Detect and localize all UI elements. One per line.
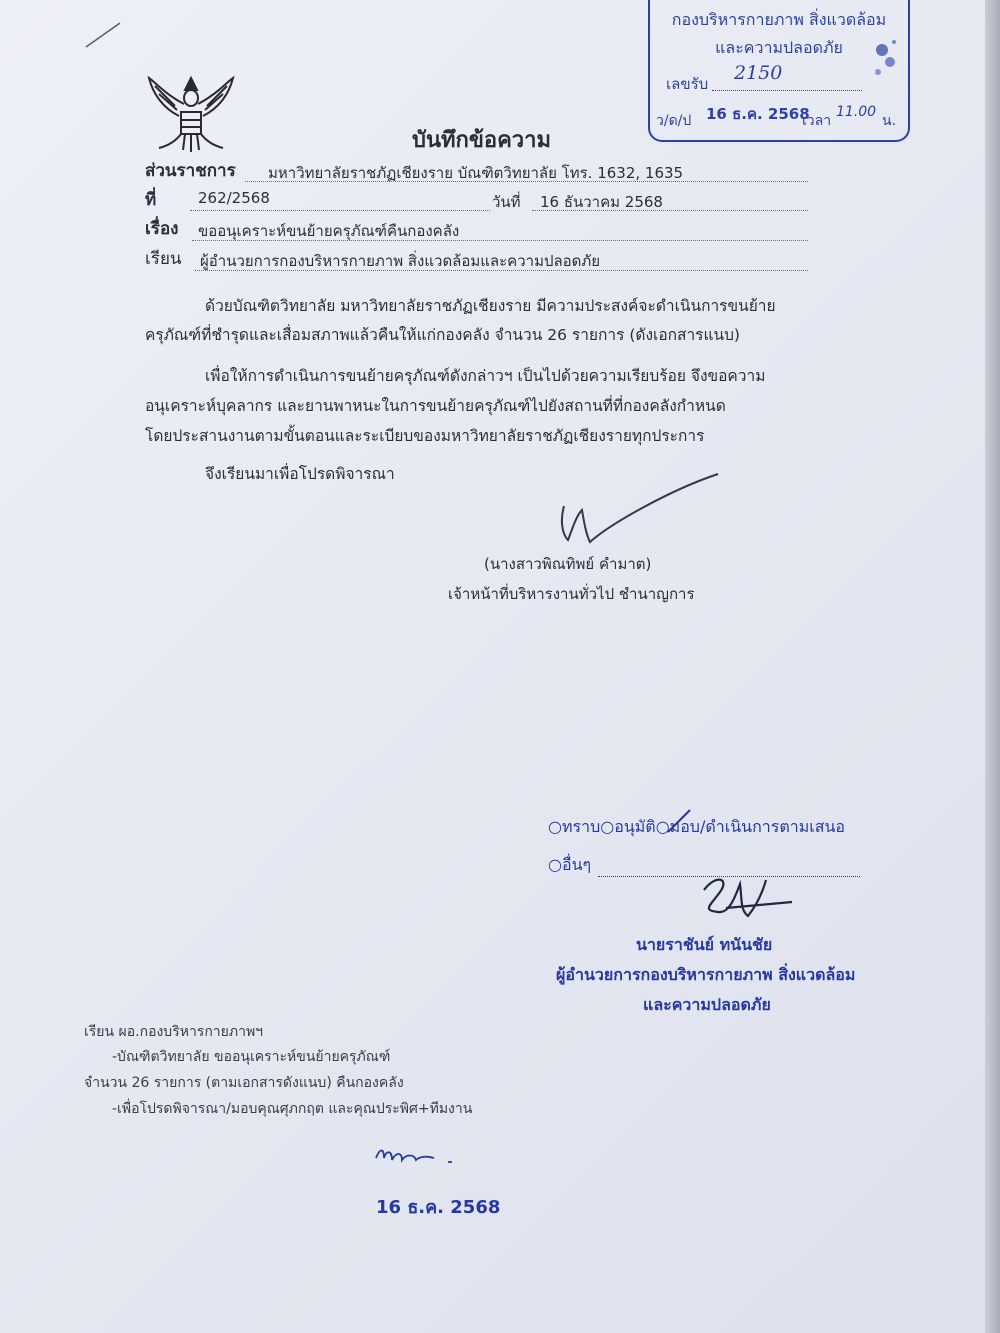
approval-check-mark bbox=[664, 806, 694, 836]
body-p2-line1: เพื่อให้การดำเนินการขนย้ายครุภัณฑ์ดังกล่าวฯ เป็นไปด้วยความเรียบร้อย จึงขอความ bbox=[205, 367, 766, 385]
stamp-org-line1: กองบริหารกายภาพ สิ่งแวดล้อม bbox=[671, 10, 887, 29]
note-initials-icon bbox=[372, 1140, 462, 1170]
approver-position-line1: ผู้อำนวยการกองบริหารกายภาพ สิ่งแวดล้อม bbox=[556, 965, 856, 984]
recipient-value: ผู้อำนวยการกองบริหารกายภาพ สิ่งแวดล้อมและความปลอดภัย bbox=[200, 252, 601, 270]
body-p2-line2: อนุเคราะห์บุคลากร และยานพาหนะในการขนย้ายครุภัณฑ์ไปยังสถานที่ที่กองคลังกำหนด bbox=[145, 397, 726, 415]
doc-number-dotline bbox=[190, 210, 490, 211]
stamp-org-line2: และความปลอดภัย bbox=[715, 38, 843, 57]
approver-position-line2: และความปลอดภัย bbox=[643, 995, 771, 1014]
pen-mark bbox=[80, 15, 130, 55]
doc-number-label: ที่ bbox=[145, 190, 157, 210]
body-closing: จึงเรียนมาเพื่อโปรดพิจารณา bbox=[205, 465, 395, 483]
recipient-label: เรียน bbox=[145, 249, 182, 269]
stamp-receipt-label: เลขรับ bbox=[666, 75, 709, 93]
approver-signature-icon bbox=[696, 870, 796, 930]
note-line4: -เพื่อโปรดพิจารณา/มอบคุณศุภกฤต และคุณประพิศ+ทีมงาน bbox=[112, 1101, 473, 1117]
dept-value: มหาวิทยาลัยราชภัฏเชียงราย บัณฑิตวิทยาลัย โทร. 1632, 1635 bbox=[268, 164, 684, 182]
stamp-time-suffix: น. bbox=[882, 113, 897, 129]
stamp-receipt-number: 2150 bbox=[734, 62, 783, 84]
note-line1: เรียน ผอ.กองบริหารกายภาพฯ bbox=[84, 1024, 264, 1040]
dept-label: ส่วนราชการ bbox=[145, 161, 236, 181]
note-line3: จำนวน 26 รายการ (ตามเอกสารดังแนบ) คืนกองคลัง bbox=[84, 1075, 404, 1091]
subject-value: ขออนุเคราะห์ขนย้ายครุภัณฑ์คืนกองคลัง bbox=[198, 222, 460, 240]
stamp-time-value: 11.00 bbox=[836, 104, 877, 120]
memo-title: บันทึกข้อความ bbox=[412, 128, 552, 153]
receipt-stamp bbox=[648, 0, 910, 142]
date-label: วันที่ bbox=[492, 193, 521, 211]
approval-options: ○ทราบ○อนุมัติ○มอบ/ดำเนินการตามเสนอ bbox=[548, 817, 846, 836]
stamp-receipt-line bbox=[712, 90, 862, 91]
note-date-stamp: 16 ธ.ค. 2568 bbox=[376, 1197, 501, 1218]
stamp-ink-smudge bbox=[868, 28, 904, 88]
stamp-date-label: ว/ด/ป bbox=[656, 113, 692, 129]
garuda-emblem-icon bbox=[145, 72, 237, 154]
signer-signature-icon bbox=[550, 470, 725, 550]
doc-number-value: 262/2568 bbox=[198, 189, 270, 207]
stamp-time-label: เวลา bbox=[802, 113, 832, 129]
signer-name: (นางสาวพิณทิพย์ คำมาต) bbox=[484, 555, 652, 573]
body-p1-line1: ด้วยบัณฑิตวิทยาลัย มหาวิทยาลัยราชภัฏเชียงราย มีความประสงค์จะดำเนินการขนย้าย bbox=[205, 297, 776, 315]
body-p1-line2: ครุภัณฑ์ที่ชำรุดและเสื่อมสภาพแล้วคืนให้แก่กองคลัง จำนวน 26 รายการ (ดังเอกสารแนบ) bbox=[145, 326, 740, 344]
paper-edge bbox=[985, 0, 1000, 1333]
subject-label: เรื่อง bbox=[145, 219, 179, 239]
date-value: 16 ธันวาคม 2568 bbox=[540, 193, 663, 211]
approver-name: นายราชันย์ ทนันชัย bbox=[636, 935, 773, 954]
note-line2: -บัณฑิตวิทยาลัย ขออนุเคราะห์ขนย้ายครุภัณฑ์ bbox=[112, 1049, 391, 1065]
stamp-date-value: 16 ธ.ค. 2568 bbox=[706, 105, 810, 123]
body-p2-line3: โดยประสานงานตามขั้นตอนและระเบียบของมหาวิทยาลัยราชภัฏเชียงรายทุกประการ bbox=[145, 427, 705, 445]
signer-position: เจ้าหน้าที่บริหารงานทั่วไป ชำนาญการ bbox=[448, 585, 695, 603]
approval-other-label: ○อื่นๆ bbox=[548, 855, 592, 874]
